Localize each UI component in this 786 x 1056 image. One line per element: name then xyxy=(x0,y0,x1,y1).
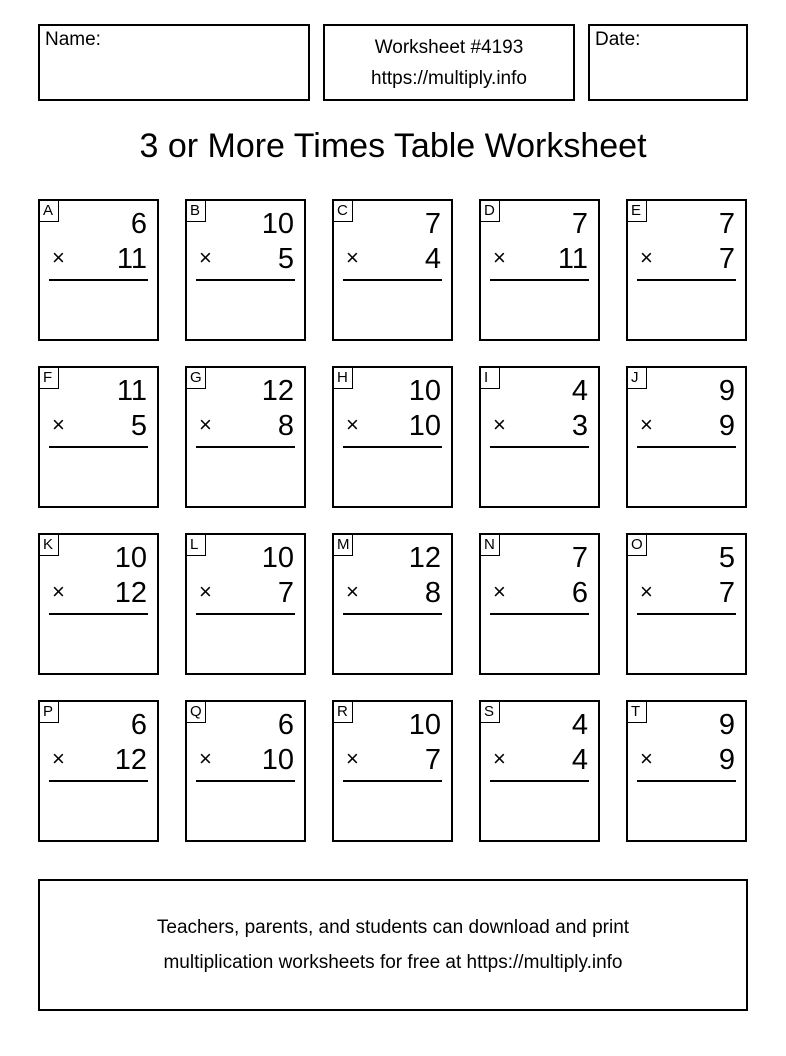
problem-multiplier: 10 xyxy=(408,410,441,442)
problem-cell xyxy=(38,199,159,341)
name-label: Name: xyxy=(45,29,101,50)
answer-line xyxy=(196,780,295,782)
answer-line xyxy=(49,613,148,615)
answer-line xyxy=(637,613,736,615)
problem-letter: M xyxy=(333,534,353,556)
problem-cell xyxy=(332,533,453,675)
times-sign: × xyxy=(199,245,212,270)
problem-multiplicand: 11 xyxy=(116,375,147,407)
answer-line xyxy=(49,446,148,448)
problem-multiplicand: 6 xyxy=(130,208,147,240)
problem-multiplier: 3 xyxy=(571,410,588,442)
answer-line xyxy=(343,279,442,281)
problem-multiplier: 4 xyxy=(571,744,588,776)
footer-line-2: multiplication worksheets for free at https://multiply.info xyxy=(163,952,623,973)
times-sign: × xyxy=(346,746,359,771)
problem-multiplicand: 12 xyxy=(408,542,441,574)
problem-letter: L xyxy=(186,534,206,556)
answer-line xyxy=(490,780,589,782)
problem-letter: I xyxy=(480,367,500,389)
times-sign: × xyxy=(199,746,212,771)
times-sign: × xyxy=(199,412,212,437)
problem-cell xyxy=(38,533,159,675)
problem-letter: J xyxy=(627,367,647,389)
problem-multiplier: 11 xyxy=(557,243,588,275)
problem-multiplicand: 10 xyxy=(114,542,147,574)
problem-multiplier: 9 xyxy=(718,410,735,442)
problem-cell xyxy=(626,366,747,508)
answer-line xyxy=(637,780,736,782)
times-sign: × xyxy=(493,579,506,604)
problem-multiplicand: 4 xyxy=(571,375,588,407)
answer-line xyxy=(196,279,295,281)
problem-multiplicand: 7 xyxy=(571,208,588,240)
problem-multiplicand: 12 xyxy=(261,375,294,407)
answer-line xyxy=(49,279,148,281)
problem-multiplier: 8 xyxy=(277,410,294,442)
problem-cell xyxy=(626,533,747,675)
problem-multiplicand: 7 xyxy=(571,542,588,574)
problem-multiplier: 9 xyxy=(718,744,735,776)
problem-cell xyxy=(479,199,600,341)
answer-line xyxy=(490,446,589,448)
problem-multiplicand: 9 xyxy=(718,709,735,741)
answer-line xyxy=(196,613,295,615)
problem-multiplicand: 10 xyxy=(261,542,294,574)
problem-multiplier: 7 xyxy=(718,243,735,275)
problem-multiplier: 10 xyxy=(261,744,294,776)
problem-multiplicand: 5 xyxy=(718,542,735,574)
problem-letter: T xyxy=(627,701,647,723)
problem-letter: F xyxy=(39,367,59,389)
times-sign: × xyxy=(640,412,653,437)
answer-line xyxy=(49,780,148,782)
problem-cell xyxy=(185,366,306,508)
problem-cell xyxy=(332,366,453,508)
problem-multiplier: 7 xyxy=(718,577,735,609)
problem-letter: K xyxy=(39,534,59,556)
problem-multiplicand: 10 xyxy=(408,375,441,407)
problem-letter: C xyxy=(333,200,353,222)
times-sign: × xyxy=(346,579,359,604)
problem-cell xyxy=(38,700,159,842)
problem-multiplicand: 4 xyxy=(571,709,588,741)
problem-multiplier: 4 xyxy=(424,243,441,275)
times-sign: × xyxy=(346,245,359,270)
problem-cell xyxy=(626,199,747,341)
problem-cell xyxy=(332,700,453,842)
name-field xyxy=(38,24,310,101)
times-sign: × xyxy=(640,579,653,604)
problem-letter: D xyxy=(480,200,500,222)
problem-multiplier: 8 xyxy=(424,577,441,609)
problem-multiplier: 7 xyxy=(277,577,294,609)
worksheet-url: https://multiply.info xyxy=(371,68,527,89)
problem-letter: Q xyxy=(186,701,206,723)
times-sign: × xyxy=(640,245,653,270)
worksheet-info-box xyxy=(323,24,575,101)
problem-letter: H xyxy=(333,367,353,389)
problem-multiplier: 5 xyxy=(130,410,147,442)
problem-cell xyxy=(38,366,159,508)
answer-line xyxy=(343,613,442,615)
date-field xyxy=(588,24,748,101)
problem-cell xyxy=(479,533,600,675)
times-sign: × xyxy=(640,746,653,771)
times-sign: × xyxy=(493,412,506,437)
times-sign: × xyxy=(199,579,212,604)
times-sign: × xyxy=(346,412,359,437)
times-sign: × xyxy=(493,245,506,270)
problem-multiplier: 12 xyxy=(114,577,147,609)
answer-line xyxy=(343,446,442,448)
answer-line xyxy=(343,780,442,782)
problem-cell xyxy=(626,700,747,842)
problem-cell xyxy=(332,199,453,341)
problem-cell xyxy=(479,366,600,508)
problem-letter: G xyxy=(186,367,206,389)
problem-multiplicand: 7 xyxy=(718,208,735,240)
problem-letter: O xyxy=(627,534,647,556)
problem-letter: P xyxy=(39,701,59,723)
times-sign: × xyxy=(52,579,65,604)
problem-multiplier: 12 xyxy=(114,744,147,776)
answer-line xyxy=(490,279,589,281)
times-sign: × xyxy=(52,746,65,771)
problem-multiplicand: 10 xyxy=(261,208,294,240)
problem-multiplier: 7 xyxy=(424,744,441,776)
problem-cell xyxy=(185,700,306,842)
problem-letter: S xyxy=(480,701,500,723)
problem-letter: E xyxy=(627,200,647,222)
footer-box xyxy=(38,879,748,1011)
problem-multiplicand: 9 xyxy=(718,375,735,407)
problem-multiplicand: 6 xyxy=(277,709,294,741)
problem-letter: N xyxy=(480,534,500,556)
footer-line-1: Teachers, parents, and students can download and print xyxy=(156,917,630,938)
times-sign: × xyxy=(493,746,506,771)
answer-line xyxy=(637,279,736,281)
problem-cell xyxy=(479,700,600,842)
problem-multiplier: 6 xyxy=(571,577,588,609)
problem-multiplicand: 6 xyxy=(130,709,147,741)
problem-letter: A xyxy=(39,200,59,222)
answer-line xyxy=(637,446,736,448)
problem-multiplicand: 10 xyxy=(408,709,441,741)
times-sign: × xyxy=(52,412,65,437)
times-sign: × xyxy=(52,245,65,270)
problem-letter: R xyxy=(333,701,353,723)
problem-cell xyxy=(185,199,306,341)
problem-multiplier: 5 xyxy=(277,243,294,275)
problem-multiplicand: 7 xyxy=(424,208,441,240)
problem-letter: B xyxy=(186,200,206,222)
page-title: 3 or More Times Table Worksheet xyxy=(139,127,647,165)
worksheet-number: Worksheet #4193 xyxy=(374,37,524,58)
answer-line xyxy=(196,446,295,448)
problem-multiplier: 11 xyxy=(116,243,147,275)
date-label: Date: xyxy=(595,29,641,50)
problem-cell xyxy=(185,533,306,675)
answer-line xyxy=(490,613,589,615)
